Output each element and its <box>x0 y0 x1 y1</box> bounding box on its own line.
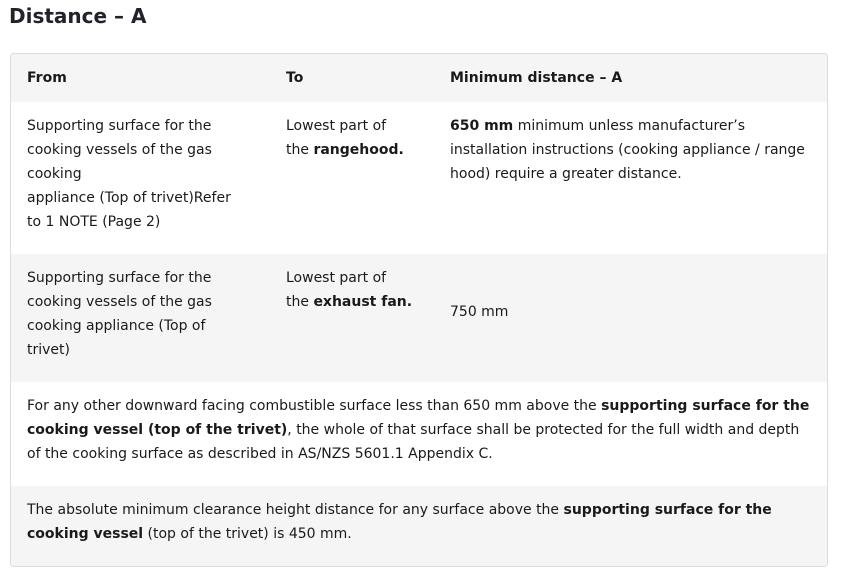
row2-to-bold: exhaust fan. <box>313 294 413 310</box>
row1-to-line2 <box>286 138 440 162</box>
section-title: Distance – A <box>9 4 147 28</box>
distance-table <box>10 53 828 567</box>
row1-from-line: cooking vessels of the gas <box>27 142 212 158</box>
row2-to <box>286 266 450 382</box>
header-minimum-distance: Minimum distance – A <box>450 70 623 86</box>
row1-minimum-distance <box>450 114 827 254</box>
row2-to-prefix: Lowest part of <box>286 270 387 286</box>
row2-from <box>11 266 286 382</box>
note2-text <box>11 486 827 566</box>
note-row <box>11 486 827 566</box>
note1-bold: supporting surface for the cooking vessel (top of the trivet) <box>27 398 810 438</box>
row2-to-the: the <box>286 294 314 310</box>
row1-from-line: appliance (Top of trivet)Refer <box>27 190 231 206</box>
row2-min-value: 750 mm <box>450 304 509 320</box>
row1-from-line: cooking <box>27 166 82 182</box>
table-row <box>11 102 827 254</box>
row1-from-line: Supporting surface for the <box>27 118 212 134</box>
row1-min-rest: minimum unless manufacturer’s installation instructions (cooking appliance / range hood) require a greater distance. <box>450 118 805 182</box>
table-row <box>11 254 827 382</box>
row1-from <box>11 114 286 254</box>
row2-from-line: Supporting surface for the <box>27 270 212 286</box>
row2-from-line: cooking vessels of the gas <box>27 294 212 310</box>
note2-part2: (top of the trivet) is 450 mm. <box>143 526 352 542</box>
note1-part1: For any other downward facing combustible surface less than 650 mm above the <box>27 398 602 414</box>
row2-from-line: cooking appliance (Top of <box>27 318 206 334</box>
row1-to <box>286 114 450 254</box>
note-row <box>11 382 827 486</box>
note2-part1: The absolute minimum clearance height distance for any surface above the <box>27 502 564 518</box>
row2-from-line: trivet) <box>27 342 70 358</box>
header-from: From <box>27 70 67 86</box>
row1-to-bold: rangehood. <box>313 142 404 158</box>
row1-from-line: to 1 NOTE (Page 2) <box>27 214 161 230</box>
note1-part2: , the whole of that surface shall be protected for the full width and depth of the cooking surface as described in AS/NZS 5601.1 Appendix C. <box>27 422 800 462</box>
header-to: To <box>286 70 304 86</box>
row2-minimum-distance <box>450 266 827 358</box>
row2-to-line2 <box>286 290 440 314</box>
row1-to-the: the <box>286 142 314 158</box>
table-header-row <box>11 54 827 102</box>
note2-bold: supporting surface for the cooking vessel <box>27 502 772 542</box>
row1-to-prefix: Lowest part of <box>286 118 387 134</box>
note1-text <box>11 382 827 486</box>
row1-min-bold: 650 mm <box>450 118 514 134</box>
